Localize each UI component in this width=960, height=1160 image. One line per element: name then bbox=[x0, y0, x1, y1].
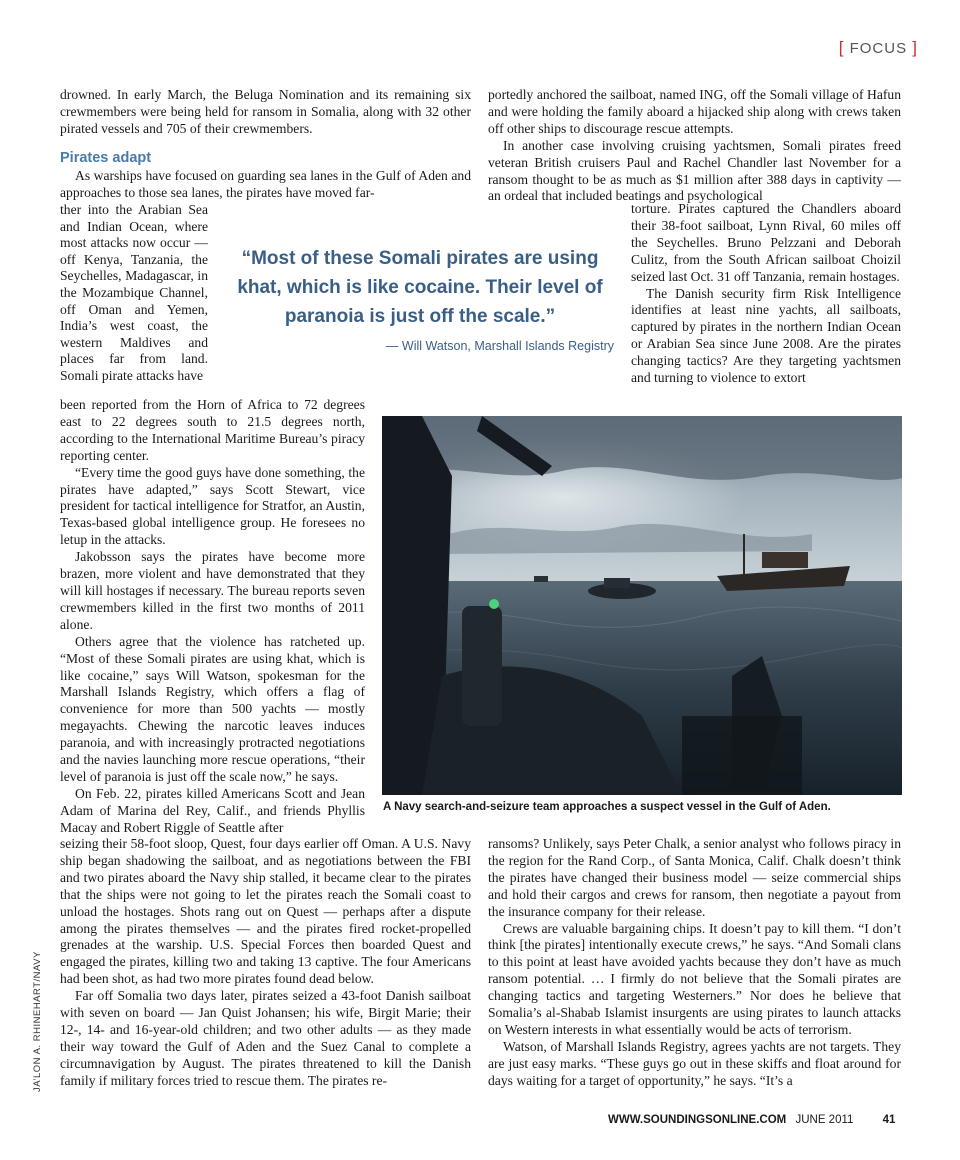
kicker-label: FOCUS bbox=[849, 40, 908, 57]
paragraph: portedly anchored the sailboat, named ING, off the Somali village of Hafun and were holding the family aboard a hijacked ship along with crews taken off other ships to discourage rescue attempts. bbox=[488, 87, 901, 136]
left-section-paragraph bbox=[60, 168, 471, 202]
paragraph: Crews are valuable bargaining chips. It doesn’t pay to kill them. “I don’t think [the pirates] intentionally execute crews,” he says. “And Somali clans to this point at least have avoided yachts because they don’t have as much ransom potential. … I firmly do not believe that the Somali pirates are changing tactics and targeting Westerners.” Nor does he believe that Somalia’s al-Shabab Islamist insurgents are using pirates to launch attacks on Western interests in what essentially would be acts of terrorism. bbox=[488, 920, 901, 1037]
article-photo bbox=[382, 416, 902, 795]
paragraph: The Danish security firm Risk Intelligence identifies at least nine yachts, all sailboats, captured by pirates in the northern Indian Ocean or Arabian Sea since June 2008. Are the pirates changing tactics? Are they targeting yachtsmen and turning to violence to extort bbox=[631, 285, 901, 386]
right-column-top bbox=[488, 87, 901, 205]
photo-credit: JA’LON A. RHINEHART/NAVY bbox=[32, 951, 43, 1092]
paragraph: drowned. In early March, the Beluga Nomination and its remaining six crewmembers were being held for ransom in Somalia, along with 32 other pirated vessels and 705 of their crewmembers. bbox=[60, 87, 471, 136]
paragraph: Watson, of Marshall Islands Registry, agrees yachts are not targets. They are just easy marks. “These guys go out in these skiffs and float around for days waiting for a target of opportunity,” he says. “It’s a bbox=[488, 1038, 901, 1088]
right-column-bottom bbox=[488, 836, 901, 1090]
pull-quote-text: “Most of these Somali pirates are using khat, which is like cocaine. Their level of paranoia is just off the scale.” bbox=[237, 248, 603, 327]
paragraph: torture. Pirates captured the Chandlers aboard their 38-foot sailboat, Lynn Rival, 60 miles off the Seychelles. Bruno Pelzzani and Deborah Culitz, from the South African sailboat Choizil seized last Oct. 31 off Tanzania, remain hostages. bbox=[631, 201, 901, 284]
paragraph: On Feb. 22, pirates killed Americans Scott and Jean Adam of Marina del Rey, Calif., and friends Phyllis Macay and Robert Riggle of Seattle after bbox=[60, 785, 365, 835]
paragraph: ransoms? Unlikely, says Peter Chalk, a senior analyst who follows piracy in the region for the Rand Corp., of Santa Monica, Calif. Chalk doesn’t think the pirates have changed their business model — seize commercial ships and hold their cargos and crews for ransom, then negotiate a payout from the insurance company for their release. bbox=[488, 836, 901, 919]
paragraph: been reported from the Horn of Africa to 72 degrees east to 22 degrees south to 21.5 degrees north, according to the International Maritime Bureau’s piracy reporting center. bbox=[60, 397, 365, 463]
photo-caption: A Navy search-and-seizure team approaches a suspect vessel in the Gulf of Aden. bbox=[383, 801, 831, 813]
right-narrow-column bbox=[631, 201, 901, 387]
paragraph: Far off Somalia two days later, pirates seized a 43-foot Danish sailboat with seven on board — Jan Quist Johansen; his wife, Birgit Marie; their 12-, 14- and 16-year-old children; and two other adults — as they made their way toward the Gulf of Aden and the Suez Canal to complete a circumnavigation by August. The pirates threatened to kill the Danish family if military forces tried to rescue them. The pirates re- bbox=[60, 988, 471, 1088]
section-kicker: [ FOCUS ] bbox=[838, 38, 918, 57]
paragraph: seizing their 58-foot sloop, Quest, four days earlier off Oman. A U.S. Navy ship began shadowing the sailboat, and as negotiations between the FBI and two pirates aboard the Navy ship stalled, it became clear to the pirates that the ships were not going to let the pirates reach the Somali coast to unload the hostages. Shots rang out on Quest — perhaps after a dispute among the pirates themselves — and the pirates fired rocket-propelled grenades at the warship. U.S. Special Forces then boarded Quest and engaged the pirates, killing two and taking 13 captive. The four Americans had been shot, as had two more pirates found dead below. bbox=[60, 836, 471, 987]
footer bbox=[608, 1114, 895, 1126]
left-mid-column bbox=[60, 397, 365, 837]
paragraph: ther into the Arabian Sea and Indian Ocean, where most attacks now occur — off Kenya, Tanzania, the Seychelles, Madagascar, in the Mozambique Channel, off Oman and Yemen, India’s west coast, the western Maldives and places far from land. Somali pirate attacks have bbox=[60, 202, 208, 383]
footer-url[interactable]: WWW.SOUNDINGSONLINE.COM bbox=[608, 1114, 787, 1126]
footer-issue: JUNE 2011 bbox=[795, 1114, 854, 1126]
paragraph: As warships have focused on guarding sea lanes in the Gulf of Aden and approaches to those sea lanes, the pirates have moved far- bbox=[60, 168, 471, 200]
left-column-bottom bbox=[60, 836, 471, 1090]
left-narrow-column bbox=[60, 202, 208, 385]
paragraph: Others agree that the violence has ratcheted up. “Most of these Somali pirates are using khat, which is like cocaine,” says Will Watson, spokesman for the Marshall Islands Registry, which offers a flag of convenience for more than 500 yachts — mostly megayachts. Chewing the narcotic leaves induces paranoia, and with increasingly protracted negotiations and the navies launching more rescue operations, “their level of paranoia is just off the scale now,” he says. bbox=[60, 633, 365, 784]
pull-quote bbox=[226, 244, 614, 353]
section-heading: Pirates adapt bbox=[60, 150, 152, 166]
left-column-top bbox=[60, 87, 471, 138]
navy-boarding-scene-image bbox=[382, 416, 902, 795]
page-number: 41 bbox=[882, 1114, 896, 1126]
paragraph: In another case involving cruising yachtsmen, Somali pirates freed veteran British cruisers Paul and Rachel Chandler last November for a ransom thought to be as much as $1 million after 388 days in captivity — an ordeal that included beatings and psychological bbox=[488, 137, 901, 204]
paragraph: “Every time the good guys have done something, the pirates have adapted,” says Scott Stewart, vice president for tactical intelligence for Stratfor, an Austin, Texas-based global intelligence group. He foresees no letup in the attacks. bbox=[60, 464, 365, 548]
paragraph: Jakobsson says the pirates have become more brazen, more violent and have demonstrated that they will kill hostages if necessary. The bureau reports seven crewmembers killed in the first two months of 2011 alone. bbox=[60, 549, 365, 632]
pull-quote-attribution: — Will Watson, Marshall Islands Registry bbox=[385, 339, 614, 353]
